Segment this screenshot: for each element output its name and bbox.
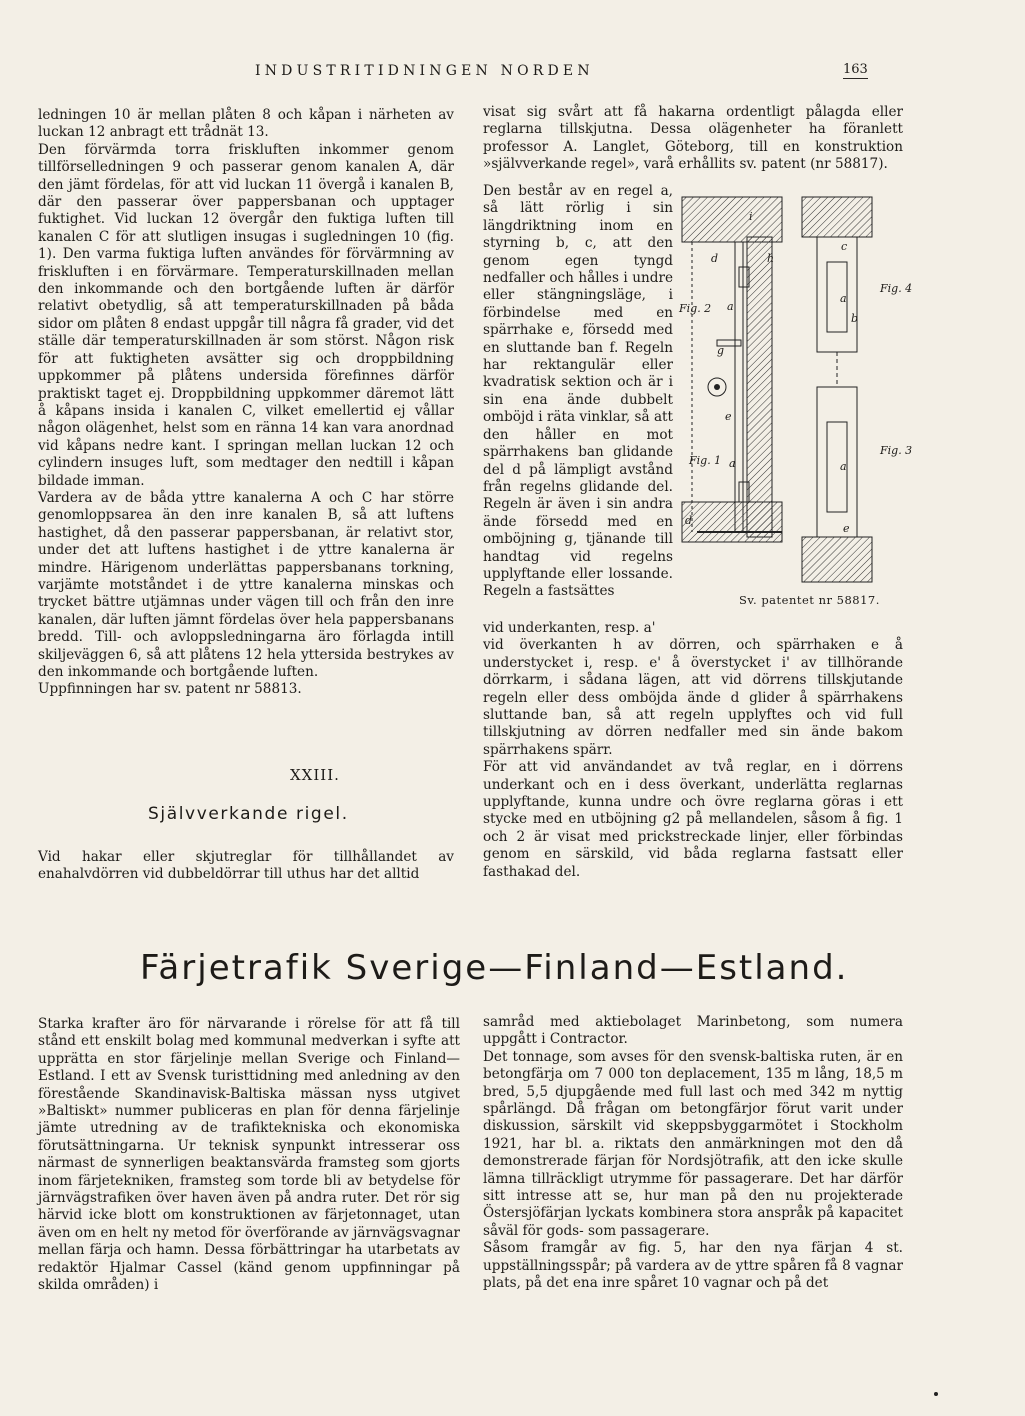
svg-text:h: h [767, 252, 775, 265]
svg-text:e: e [843, 522, 850, 535]
svg-text:a: a [727, 300, 734, 313]
article2-right-lower: vid underkanten, resp. a' vid överkanten h av dörren, och spärrhaken e å understycket i, resp. e' å överstycket i' av tillhörande dörrkarm, i sådana lägen, att vid dörrens tillskjutande regeln eller dess omböjda ände d glider å spärrhakens sluttande ban, så att regeln upplyftes och vid full tillskjutning av dörren nedfaller med sin ände bakom spärrhakens spärr. För att vid användandet av två reglar, en i dörrens underkant och en i dess överkant, underlätta reglarnas upplyftande, kunna undre och övre reglarna göras i ett stycke med en utböjning g2 på mellandelen, såsom å fig. 1 och 2 är visat med prickstreckade linjer, eller förbindas genom en särskild, vid båda reglarna fastsatt eller fasthakad del. [483, 620, 903, 880]
article2-right-top: visat sig svårt att få hakarna ordentligt pålagda eller reglarna tillskjutna. Dessa olägenheter ha föranlett professor A. Langlet, Göteborg, till en konstruktion »självverkande regel», varå erhållits sv. patent (nr 58817). [483, 104, 903, 173]
article2-right-narrow: Den består av en regel a, så lätt rörlig i sin längdriktning inom en styrning b, c, att den genom egen tyngd nedfaller och hålles i undre eller stängningsläge, i förbindelse med en spärrhake e, försedd med en sluttande ban f. Regeln har rektangulär eller kvadratisk sektion och är i sin ena ände dubbelt omböjd i räta vinklar, så att den håller en mot spärrhakens ban glidande del d på lämpligt avstånd från regelns glidande del. Regeln är även i sin andra ände försedd med en omböjning g, tjänande till handtag vid regelns upplyftande eller lossande. Regeln a fastsättes [483, 183, 673, 600]
figure-caption: Sv. patentet nr 58817. [739, 593, 880, 607]
svg-text:i: i [749, 210, 753, 223]
right-frame-lower [802, 537, 872, 582]
svg-text:a: a [729, 457, 736, 470]
svg-text:b: b [851, 312, 859, 325]
section-title: Självverkande rigel. [148, 804, 349, 824]
article3-right-column: samråd med aktiebolaget Marinbetong, som numera uppgått i Contractor. Det tonnage, som avses för den svensk-baltiska ruten, är en betongfärja om 7 000 ton deplacement, 135 m lång, 18,5 m bred, 5,5 djupgående med full last och med 342 m nyttig spårlängd. Då frågan om betongfärjor förut varit under diskussion, särskilt vid skeppsbyggarmötet i Stockholm 1921, har bl. a. riktats den anmärkningen mot den då demonstrerade färjan för Nordsjötrafik, att den icke skulle lämna tillräckligt utrymme för passagerare. Det har därför sitt intresse att se, hur man på den nu projekterade Östersjöfärjan lyckats kombinera stora anspråk på kapacitet såväl för gods- som passagerare. Såsom framgår av fig. 5, har den nya färjan 4 st. uppställningsspår; på vardera av de yttre spåren få 8 vagnar plats, på det ena inre spåret 10 vagnar och på det [483, 1014, 903, 1292]
label-fig4: Fig. 4 [880, 282, 913, 295]
door-panel [747, 237, 775, 537]
patent-figure [677, 192, 913, 602]
svg-text:d: d [685, 514, 693, 527]
svg-text:g: g [717, 344, 725, 357]
right-frame-upper [802, 197, 872, 237]
svg-text:c: c [841, 240, 848, 253]
running-head: INDUSTRITIDNINGEN NORDEN [255, 63, 594, 79]
article3-left-column: Starka krafter äro för närvarande i rörelse för att få till stånd ett enskilt bolag med kommunal medverkan i syfte att upprätta en stor färjelinje mellan Sverige och Finland—Estland. I ett av Svensk turisttidning med anledning av den förestående Skandinavisk-Baltiska mässan nyss utgivet »Baltiskt» nummer publiceras en plan för denna färjelinje jämte utredning av de trafiktekniska och ekonomiska förutsättningarna. Ur teknisk synpunkt intresserar oss närmast de synnerligen beaktansvärda framsteg som gjorts inom färjetekniken, framsteg som torde bli av betydelse för järnvägstrafiken över haven även på andra ruter. Det rör sig härvid icke blott om konstruktionen av färjetonnaget, utan även om en helt ny metod för överförande av järnvägsvagnar mellan färja och hamn. Dessa förbättringar ha utarbetats av redaktör Hjalmar Cassel (känd genom uppfinningar på skilda områden) i [38, 1016, 460, 1294]
label-fig2: Fig. 2 [679, 302, 712, 315]
svg-text:e: e [725, 410, 732, 423]
label-fig3: Fig. 3 [880, 444, 913, 457]
label-fig1: Fig. 1 [689, 454, 722, 467]
article1-left-column: ledningen 10 är mellan plåten 8 och kåpan i närheten av luckan 12 anbragt ett trådnät 13. Den förvärmda torra friskluften inkommer genom tillförselledningen 9 och passerar genom kanalen A, där den jämt fördelas, för att vid luckan 11 övergå i kanalen B, där den passerar över pappersbanan och upptager fuktighet. Vid luckan 12 övergår den fuktiga luften till kanalen C för att slutligen insugas i sugledningen 10 (fig. 1). Den varma fuktiga luften användes för förvärmning av friskluften i en förvärmare. Temperaturskillnaden mellan den inkommande och den bortgående luften är därför relativt obetydlig, så att temperaturskillnaden på båda sidor om plåten 8 endast uppgår till några få grader, vid det ställe där temperaturskillnaden är som störst. Någon risk för att fuktigheten avsätter sig och droppbildning uppkommer på plåtens undersida förefinnes därför praktiskt taget ej. Droppbildning uppkommer däremot lätt å kåpans insida i kanalen C, vilket emellertid ej vållar någon olägenhet, helst som en ränna 14 kan vara anordnad vid kåpans nedre kant. I springan mellan luckan 12 och cylindern insuges luft, som medtager den nedtill i kåpan bildade imman. Vardera av de båda yttre kanalerna A och C har större genomloppsarea än den inre kanalen B, så att luftens hastighet, då den passerar pappersbanan, är relativt stor, under det att luftens hastighet i de yttre kanalerna är mindre. Härigenom underlättas pappersbanans torkning, varjämte motståndet i de yttre kanalerna minskas och trycket bättre utjämnas under vägen till och från den inre kanalen, där luften jämnt fördelas över hela pappersbanans bredd. Till- och avloppsledningarna äro förlagda intill skiljeväggen 6, så att plåtens 12 hela yttersida bestrykes av den inkommande och bortgående luften. Uppfinningen har sv. patent nr 58813. [38, 107, 454, 698]
article2-intro: Vid hakar eller skjutreglar för tillhållandet av enahalvdörren vid dubbeldörrar till uthus har det alltid [38, 849, 454, 883]
svg-text:d: d [711, 252, 719, 265]
svg-text:a: a [840, 460, 847, 473]
print-dot [934, 1392, 938, 1396]
door-frame-upper [682, 197, 782, 242]
svg-text:a: a [840, 292, 847, 305]
section-number: XXIII. [290, 766, 340, 784]
article-headline: Färjetrafik Sverige—Finland—Estland. [140, 948, 849, 988]
page-number: 163 [843, 62, 868, 77]
